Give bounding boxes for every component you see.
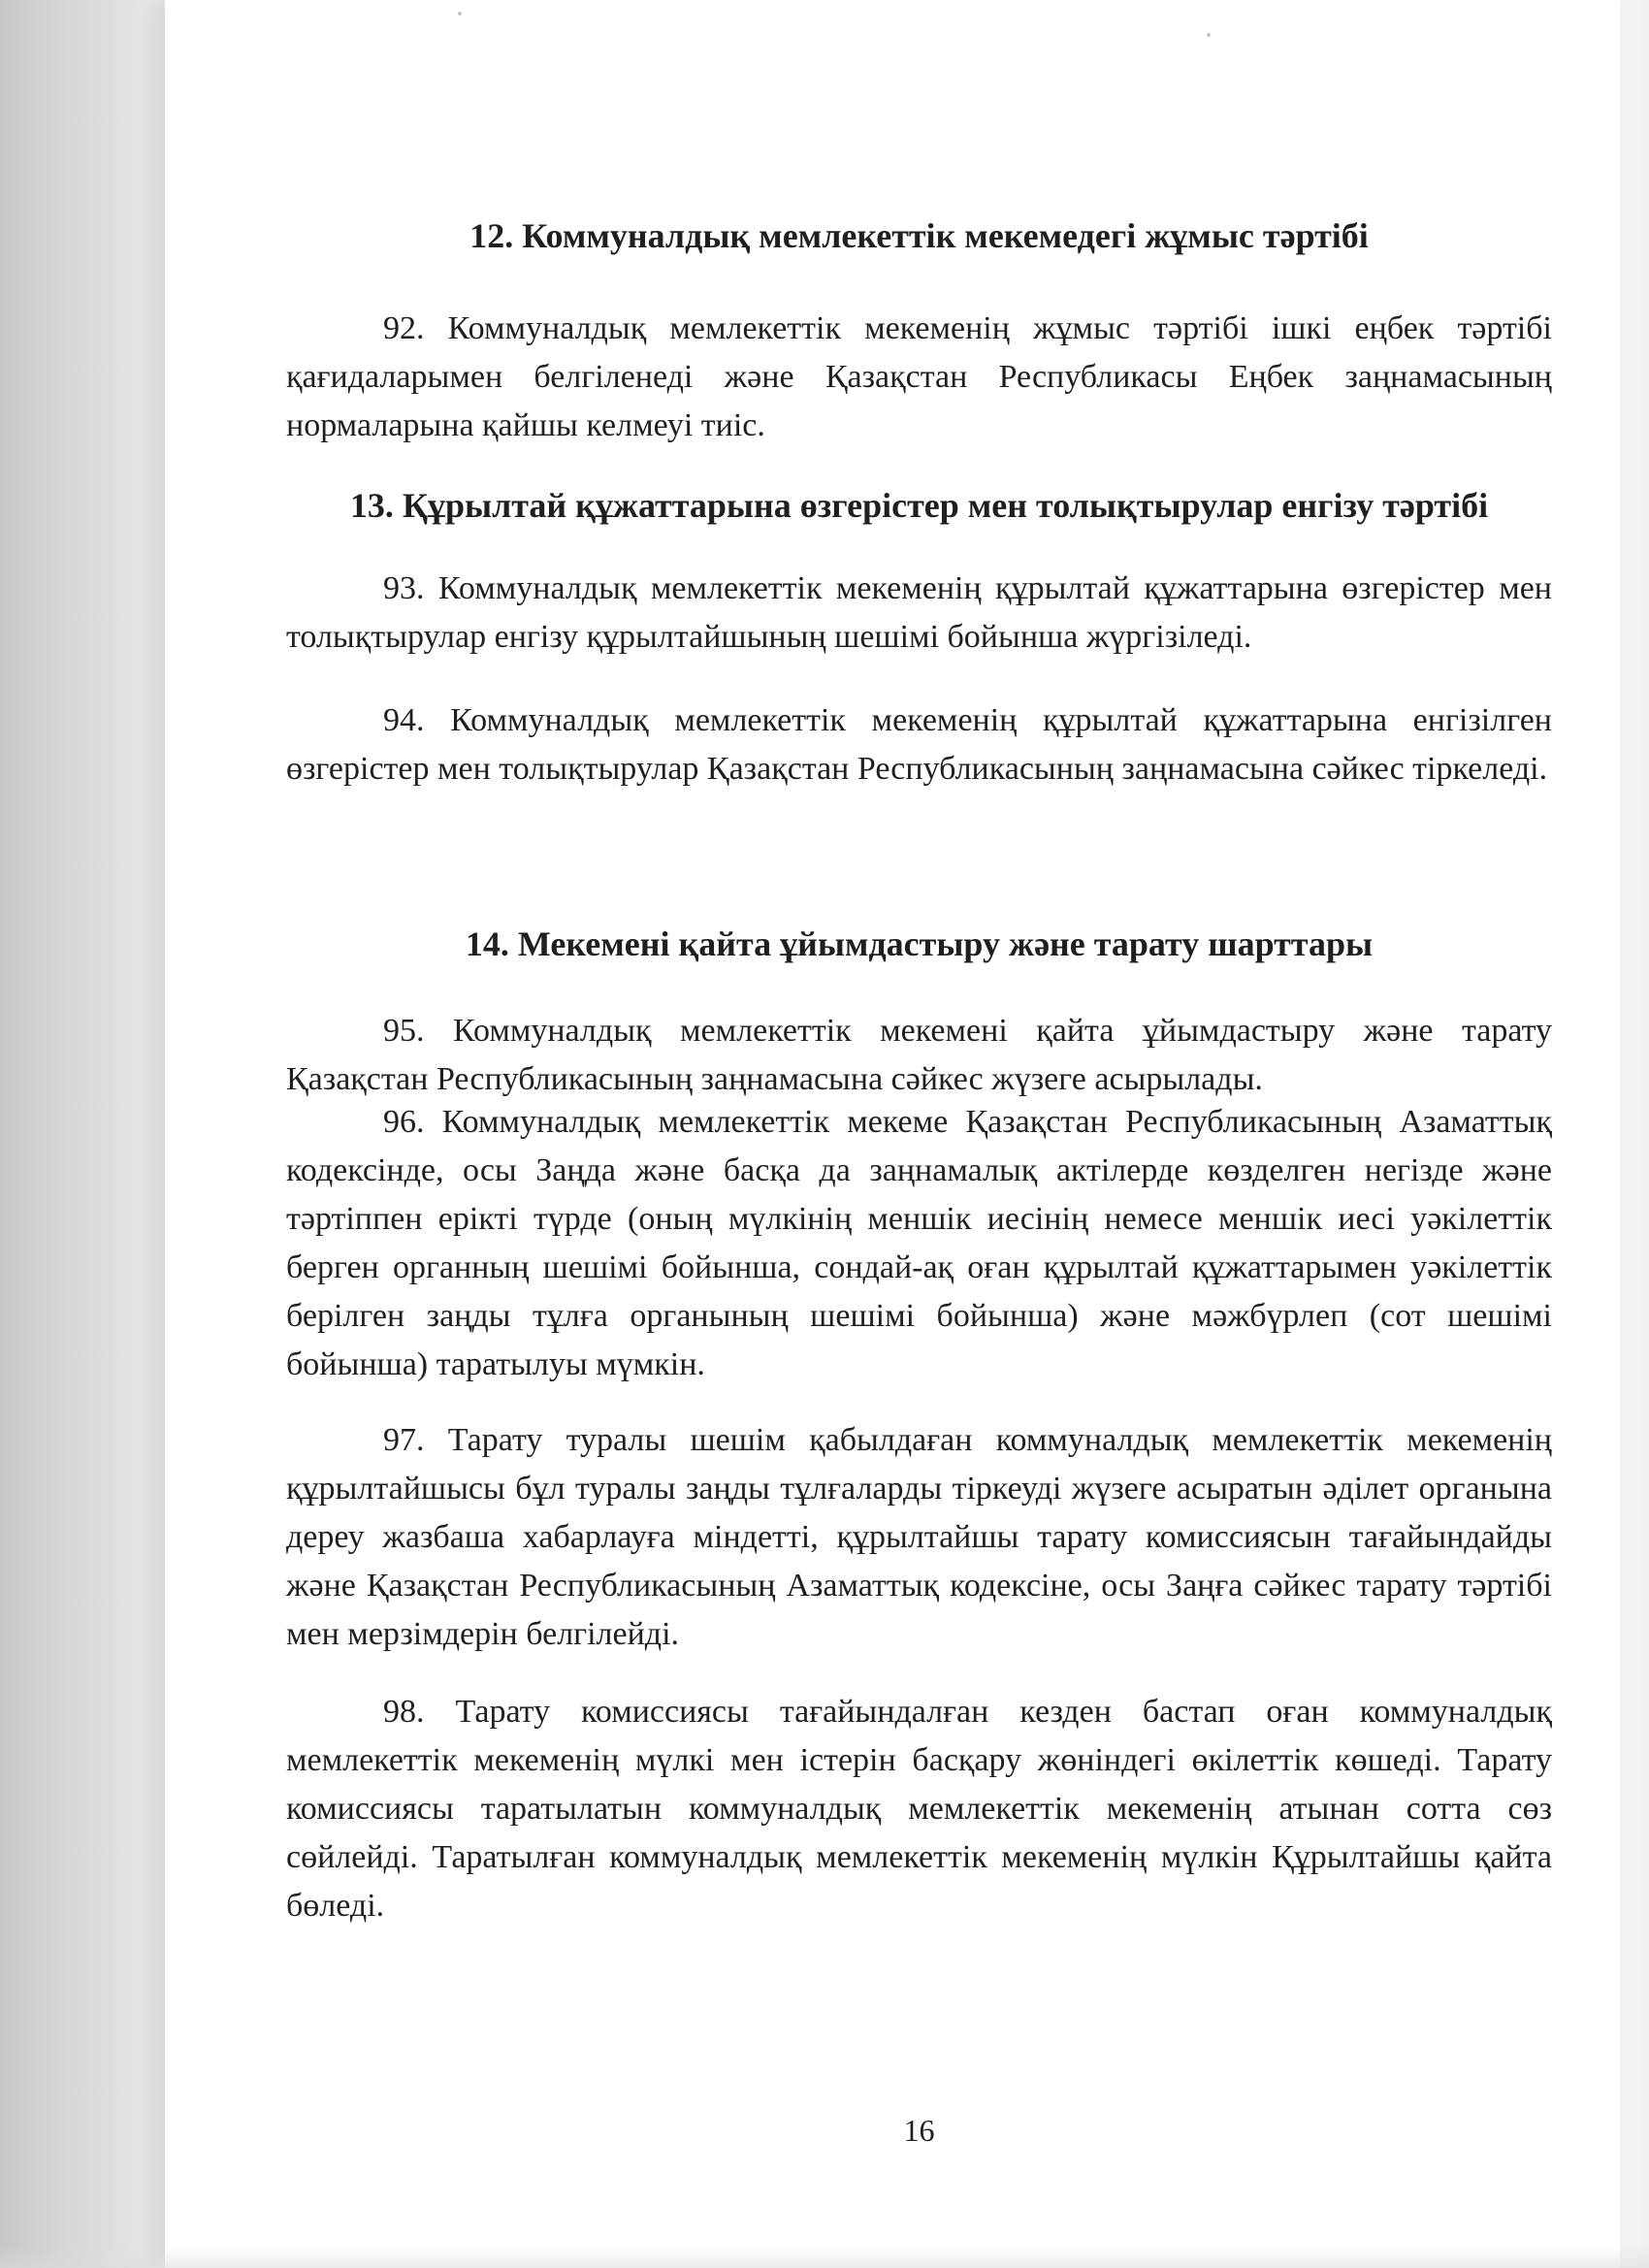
- section-heading-12: 12. Коммуналдық мемлекеттік мекемедегі жұмыс тәртібі: [469, 216, 1369, 255]
- scan-speck: [458, 12, 462, 16]
- scan-speck: [1207, 33, 1211, 37]
- paragraph-95: 95. Коммуналдық мемлекеттік мекемені қайта ұйымдастыру және тарату Қазақстан Республикасының заңнамасына сәйкес жүзеге асырылады.: [286, 1013, 1552, 1097]
- paragraph-98: 98. Тарату комиссиясы тағайындалған кезден бастап оған коммуналдық мемлекеттік мекеменің мүлкі мен істерін басқару жөніндегі өкілеттік көшеді. Тарату комиссиясы таратылатын коммуналдық мемлекеттік мекеменің атынан сотта сөз сөйлейді. Таратылған коммуналдық мемлекеттік мекеменің мүлкін Құрылтайшы қайта бөледі.: [286, 1694, 1552, 1924]
- paragraph-92: 92. Коммуналдық мемлекеттік мекеменің жұмыс тәртібі ішкі еңбек тәртібі қағидаларымен белгіленеді және Қазақстан Республикасы Еңбек заңнамасының нормаларына қайшы келмеуі тиіс.: [286, 310, 1552, 443]
- paragraph-93: 93. Коммуналдық мемлекеттік мекеменің құрылтай құжаттарына өзгерістер мен толықтырулар енгізу құрылтайшының шешімі бойынша жүргізіледі.: [286, 570, 1552, 655]
- page-number: 16: [903, 2113, 935, 2148]
- section-heading-13: 13. Құрылтай құжаттарына өзгерістер мен толықтырулар енгізу тәртібі: [349, 486, 1489, 525]
- section-heading-14: 14. Мекемені қайта ұйымдастыру және тарату шарттары: [465, 924, 1374, 963]
- paragraph-96: 96. Коммуналдық мемлекеттік мекеме Қазақстан Республикасының Азаматтық кодексінде, осы Заңда және басқа да заңнамалық актілерде көзделген негізде және тәртіппен ерікті түрде (оның мүлкінің меншік иесінің немесе меншік иесі уәкілеттік берген органның шешімі бойынша, сондай-ақ оған құрылтай құжаттарымен уәкілеттік берілген заңды тұлға органының шешімі бойынша) және мәжбүрлеп (сот шешімі бойынша) таратылуы мүмкін.: [286, 1104, 1552, 1382]
- paragraph-94: 94. Коммуналдық мемлекеттік мекеменің құрылтай құжаттарына енгізілген өзгерістер мен толықтырулар Қазақстан Республикасының заңнамасына сәйкес тіркеледі.: [286, 702, 1552, 787]
- scan-bottom-shadow: [0, 2247, 1649, 2268]
- scan-shadow-edge: [0, 0, 165, 2268]
- paragraph-97: 97. Тарату туралы шешім қабылдаған коммуналдық мемлекеттік мекеменің құрылтайшысы бұл туралы заңды тұлғаларды тіркеуді жүзеге асыратын әділет органына дереу жазбаша хабарлауға міндетті, құрылтайшы тарату комиссиясын тағайындайды және Қазақстан Республикасының Азаматтық кодексіне, осы Заңға сәйкес тарату тәртібі мен мерзімдерін белгілейді.: [286, 1422, 1552, 1652]
